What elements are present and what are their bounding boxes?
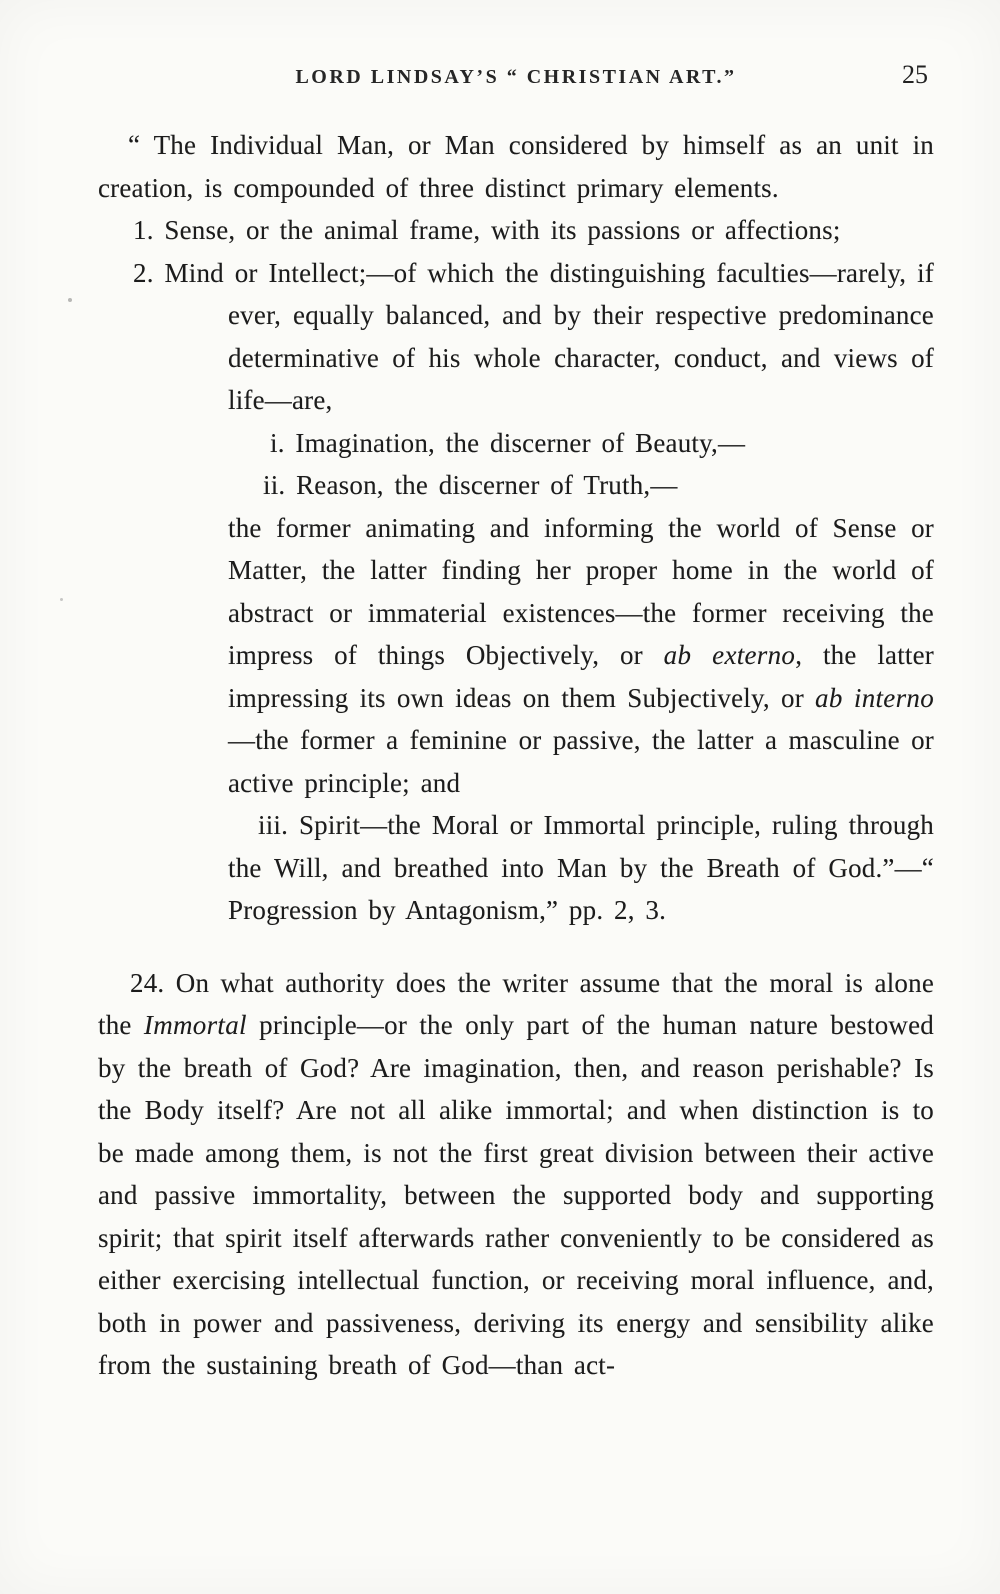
italic-phrase-immortal: Immortal [143, 1010, 247, 1040]
italic-phrase-ab-externo: ab externo [663, 640, 796, 670]
page-number: 25 [902, 60, 928, 89]
list-item-2 [98, 252, 934, 422]
sub-item-iii: iii. Spirit—the Moral or Immortal principle, ruling through the Will, and breathed into Man by the Breath of God.”—“ Progression by Antagonism,” pp. 2, 3. [228, 810, 934, 925]
sub-item-i: i. Imagination, the discerner of Beauty,— [270, 427, 746, 458]
list-item-1 [98, 209, 934, 252]
continuation-text-3: —the former a feminine or passive, the latter a masculine or active principle; and [228, 725, 934, 798]
paragraph-24-text-1: 24. On what authority does the writer assume that the moral is alone the [98, 967, 934, 1040]
paragraph-quote-intro: “ The Individual Man, or Man considered by himself as an unit in creation, is compounded of three distinct primary elements. [98, 130, 934, 203]
sub-item-ii: ii. Reason, the discerner of Truth,— [263, 470, 678, 500]
continuation-paragraph [98, 507, 934, 805]
list-item-2-text: Mind or Intellect;—of which the distinguishing faculties—rarely, if ever, equally balanced, and by their respective predominance determinative of his whole character, conduct, and views of life—are, [164, 257, 934, 415]
italic-phrase-ab-interno: ab interno [815, 682, 934, 713]
page-content [98, 124, 934, 1387]
paragraph-24-text-2: principle—or the only part of the human nature bestowed by the breath of God? Are imagination, then, and reason perishable? Is the Body itself? Are not all alike immortal; and when distinction is to be made among them, is not the first great division between their active and passive immortality, between the supported body and supporting spirit; that spirit itself afterwards rather conveniently to be considered as either exercising intellectual function, or receiving moral influence, and, both in power and passiveness, deriving its energy and sensibility alike from the sustaining breath of God—than act- [98, 1010, 934, 1380]
list-item-1-text: Sense, or the animal frame, with its passions or affections; [164, 215, 841, 245]
page-header [98, 60, 934, 100]
list-item-2-number: 2. [133, 257, 154, 288]
paragraph-24 [98, 962, 934, 1387]
continuation-text-2: , the latter impressing its own ideas on them Subjectively, or [228, 640, 934, 713]
list-item-1-number: 1. [133, 215, 154, 245]
running-title: LORD LINDSAY’S “ CHRISTIAN ART.” [295, 66, 737, 88]
continuation-text-1: the former animating and informing the world of Sense or Matter, the latter finding her proper home in the world of abstract or immaterial existences—the former receiving the impress of things Objectively, or [228, 512, 934, 670]
